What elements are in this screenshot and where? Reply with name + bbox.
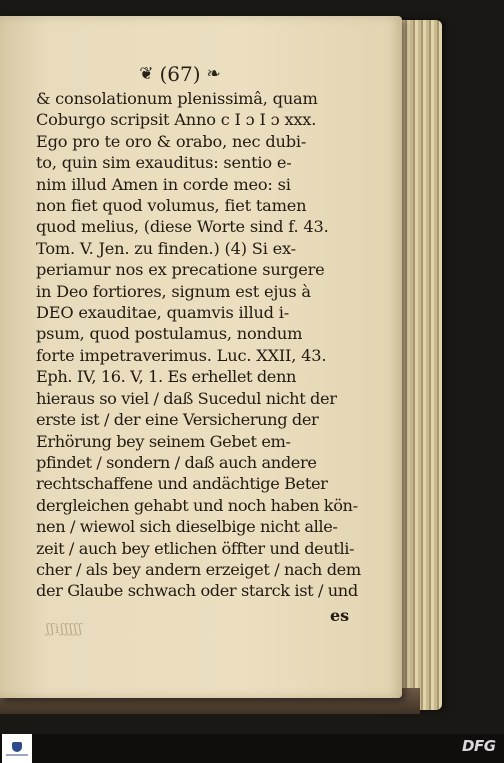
body-text bbox=[36, 88, 361, 602]
dfg-logo-icon: DFG bbox=[462, 737, 496, 755]
text-line: in Deo fortiores, signum est ejus à bbox=[36, 281, 311, 301]
text-line: dergleichen gehabt und noch haben kön- bbox=[36, 495, 358, 515]
text-line: quod melius, (diese Worte sind f. 43. bbox=[36, 217, 329, 237]
text-line: hieraus so viel / daß Sucedul nicht der bbox=[36, 388, 337, 408]
text-line: psum, quod postulamus, nondum bbox=[36, 324, 303, 344]
bleed-through-mark: ʃʃiʃʃʃʃʃ bbox=[46, 622, 83, 637]
text-line: nim illud Amen in corde meo: si bbox=[36, 174, 291, 194]
catchword: es bbox=[330, 606, 350, 625]
text-line: to, quin sim exauditus: sentio e- bbox=[36, 153, 292, 173]
library-logo-icon bbox=[2, 734, 32, 763]
page-header bbox=[115, 60, 245, 88]
ornament-right-icon: ❧ bbox=[206, 63, 221, 84]
viewer-footer bbox=[0, 734, 504, 763]
text-line: & consolationum plenissimâ, quam bbox=[36, 89, 318, 108]
text-line: Eph. IV, 16. V, 1. Es erhellet denn bbox=[36, 367, 297, 387]
text-line: Coburgo scripsit Anno c I ɔ I ɔ xxx. bbox=[36, 110, 317, 130]
text-line: nen / wiewol sich dieselbige nicht alle- bbox=[36, 517, 338, 537]
text-line: forte impetraverimus. Luc. XXII, 43. bbox=[36, 345, 327, 365]
text-line: DEO exauditae, quamvis illud i- bbox=[36, 303, 290, 323]
text-line: pfindet / sondern / daß auch andere bbox=[36, 452, 317, 472]
book-page bbox=[0, 16, 402, 698]
text-line: erste ist / der eine Versicherung der bbox=[36, 410, 319, 430]
text-line: der Glaube schwach oder starck ist / und bbox=[36, 581, 358, 601]
text-line: non fiet quod volumus, fiet tamen bbox=[36, 196, 307, 216]
text-line: Erhörung bey seinem Gebet em- bbox=[36, 431, 291, 451]
ornament-left-icon: ❦ bbox=[139, 63, 154, 84]
text-line: Tom. V. Jen. zu finden.) (4) Si ex- bbox=[36, 238, 296, 258]
page-number: (67) bbox=[159, 62, 201, 86]
text-line: zeit / auch bey etlichen öffter und deutli- bbox=[36, 538, 355, 558]
text-line: cher / als bey andern erzeiget / nach dem bbox=[36, 559, 361, 579]
text-line: Ego pro te oro & orabo, nec dubi- bbox=[36, 131, 307, 151]
text-line: periamur nos ex precatione surgere bbox=[36, 260, 325, 280]
text-line: rechtschaffene und andächtige Beter bbox=[36, 474, 328, 494]
